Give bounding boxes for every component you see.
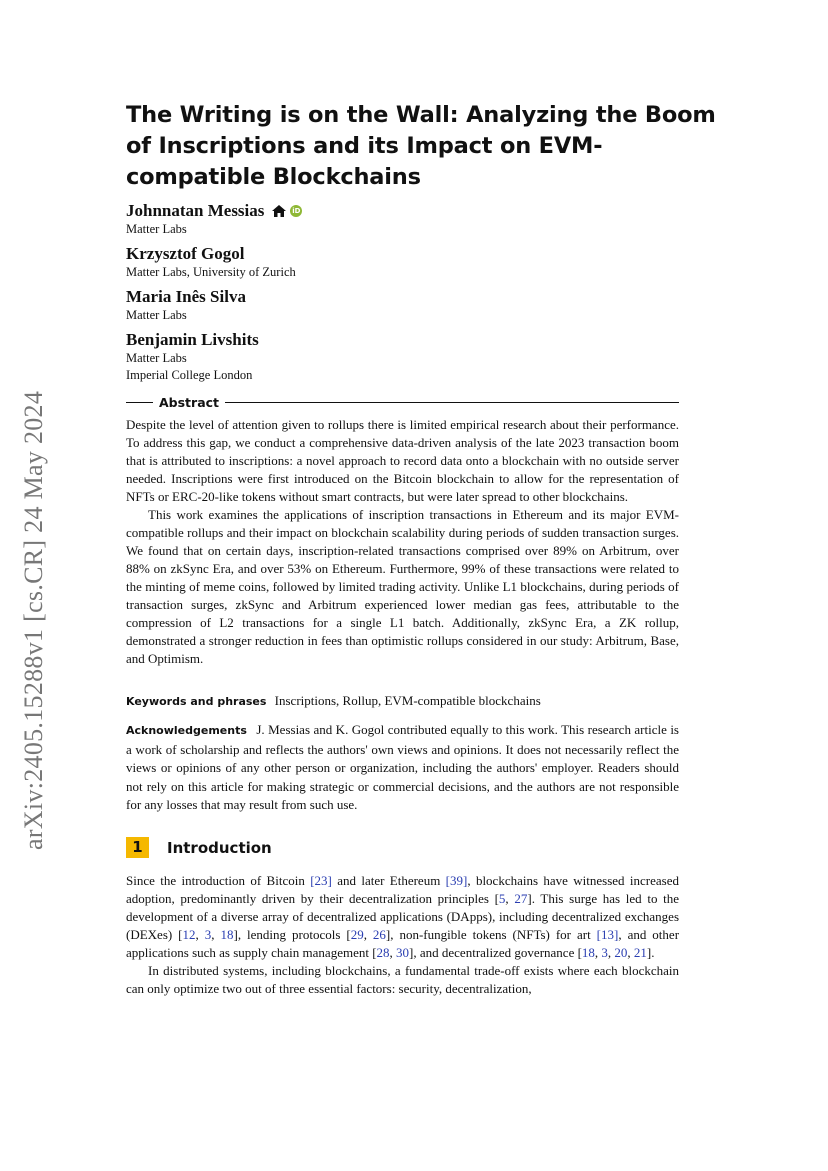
author-block (126, 201, 706, 238)
abstract-heading (126, 395, 679, 410)
citation-link[interactable]: 20 (614, 945, 628, 960)
author-block (126, 287, 706, 324)
arxiv-stamp: arXiv:2405.15288v1 [cs.CR] 24 May 2024 (19, 390, 48, 850)
citation-link[interactable]: [13] (596, 927, 619, 942)
citation-link[interactable]: 18 (220, 927, 234, 942)
citation-link[interactable]: 29 (350, 927, 364, 942)
author-name: Johnnatan Messias (126, 201, 265, 220)
citation-link[interactable]: 21 (633, 945, 647, 960)
citation-link[interactable]: [39] (445, 873, 468, 888)
citation-link[interactable]: 3 (601, 945, 608, 960)
orcid-icon[interactable]: iD (292, 207, 301, 215)
acknowledgements (126, 721, 679, 815)
citation-link[interactable]: 30 (396, 945, 410, 960)
paper-title: The Writing is on the Wall: Analyzing the Boom of Inscriptions and its Impact on EVM-compatible Blockchains (126, 102, 716, 190)
author-affiliation: Matter Labs (126, 308, 187, 322)
section-number: 1 (126, 837, 149, 858)
abstract-paragraph: This work examines the applications of inscription transactions in Ethereum and its major EVM-compatible rollups and their impact on blockchain scalability during periods of sudden transaction surges. We found that on certain days, inscription-related transactions comprised over 89% on Arbitrum, over 88% on zkSync Era, and over 53% on Ethereum. Furthermore, 99% of these transactions were related to the minting of meme coins, followed by limited trading activity. Unlike L1 blockchains, during periods of transaction surges, zkSync and Arbitrum experienced lower median gas fees, attributable to the compression of L2 transactions for a single L1 batch. Additionally, zkSync Era, a ZK rollup, demonstrated a stronger reduction in fees than optimistic rollups considered in our study: Arbitrum, Base, and Optimism. (126, 507, 679, 666)
author-block (126, 330, 706, 384)
citation-link[interactable]: 18 (581, 945, 595, 960)
home-icon[interactable] (272, 205, 286, 217)
section-heading (126, 837, 272, 858)
citation-link[interactable]: 3 (204, 927, 212, 942)
citation-link[interactable]: 26 (372, 927, 386, 942)
abstract-body (126, 416, 679, 668)
citation-link[interactable]: 28 (376, 945, 390, 960)
author-affiliation: Matter Labs (126, 222, 187, 236)
keywords (126, 692, 679, 711)
section-title: Introduction (167, 838, 272, 857)
author-block (126, 244, 706, 281)
divider (126, 402, 153, 403)
citation-link[interactable]: 5 (498, 891, 506, 906)
author-affiliation: Matter Labs (126, 351, 187, 365)
author-name: Benjamin Livshits (126, 330, 259, 349)
citation-link[interactable]: 12 (182, 927, 196, 942)
author-name: Krzysztof Gogol (126, 244, 245, 263)
author-name: Maria Inês Silva (126, 287, 246, 306)
acknowledgements-label: Acknowledgements (126, 724, 247, 737)
citation-link[interactable]: [23] (310, 873, 332, 888)
acknowledgements-text: J. Messias and K. Gogol contributed equally to this work. This research article is a work of scholarship and reflects the authors' own views and opinions. It does not necessarily reflect the views or opinions of any other person or organization, including the authors' employer. Readers should not rely on this article for making strategic or commercial decisions, and the authors are not responsible for any losses that may result from such use. (126, 722, 679, 812)
author-list (126, 201, 706, 390)
keywords-text: Inscriptions, Rollup, EVM-compatible blockchains (274, 693, 541, 708)
body-paragraph: Since the introduction of Bitcoin [23] and later Ethereum [39], blockchains have witnessed increased adoption, predominantly driven by their decentralization principles [5, 27]. This surge has led to the development of a diverse array of decentralized applications (DApps), including decentralized exchanges (DEXes) [12, 3, 18], lending protocols [29, 26], non-fungible tokens (NFTs) for art [13], and other applications such as supply chain management [28, 30], and decentralized governance [18, 3, 20, 21]. (126, 873, 680, 960)
divider (225, 402, 679, 403)
abstract-label: Abstract (159, 395, 220, 410)
author-affiliation: Matter Labs, University of Zurich (126, 265, 296, 279)
keywords-label: Keywords and phrases (126, 695, 267, 708)
citation-link[interactable]: 27 (514, 891, 528, 906)
abstract-paragraph: Despite the level of attention given to rollups there is limited empirical research about their performance. To address this gap, we conduct a comprehensive data-driven analysis of the late 2023 transaction boom that is attributed to inscriptions: a novel approach to record data onto a blockchain with no outside server needed. Inscriptions were first introduced on the Bitcoin blockchain to allow for the representation of NFTs or ERC-20-like tokens without smart contracts, but were later spread to other blockchains. (126, 417, 679, 504)
introduction-body (126, 872, 679, 998)
body-paragraph: In distributed systems, including blockchains, a fundamental trade-off exists where each blockchain can only optimize two out of three essential factors: security, decentralization, (126, 963, 679, 996)
author-affiliation: Imperial College London (126, 368, 253, 382)
